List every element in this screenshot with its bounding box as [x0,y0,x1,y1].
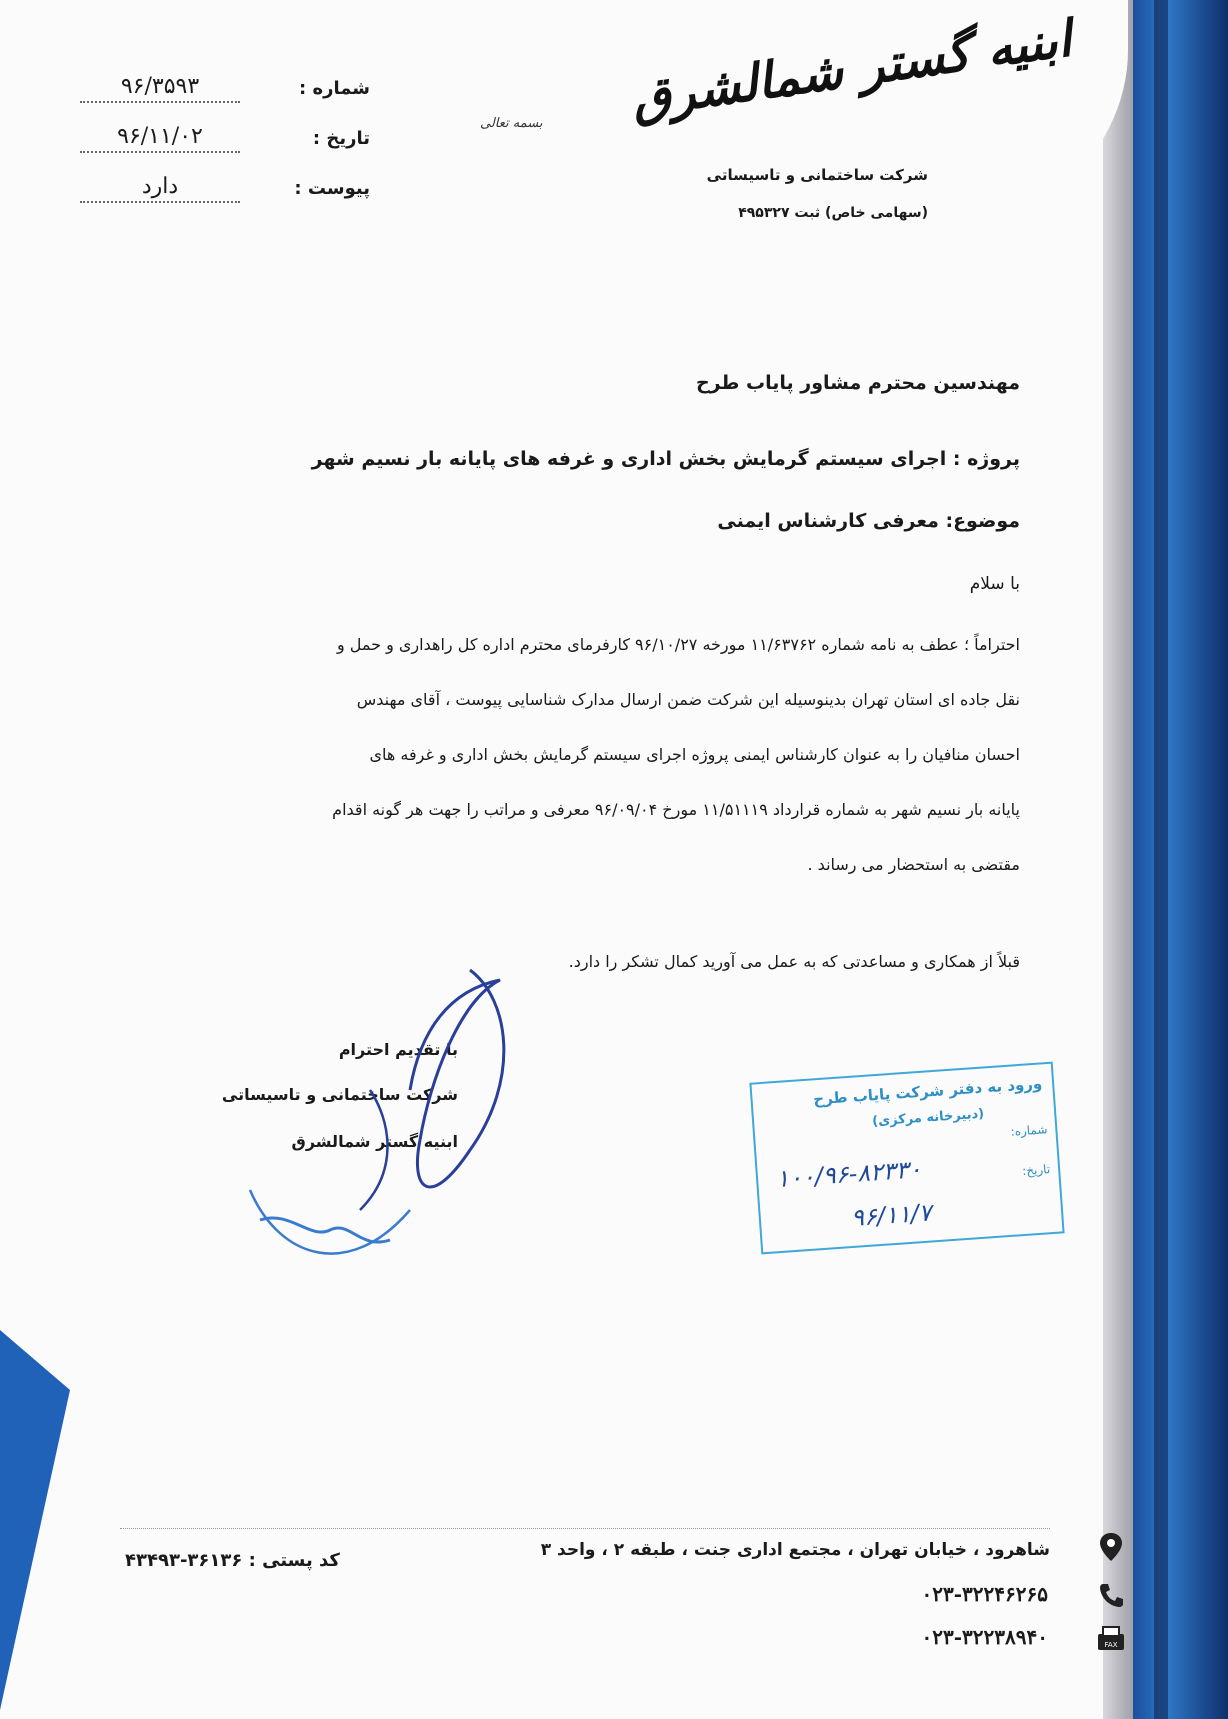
fax-icon [1094,1622,1128,1656]
stamp-date-value: ۹۶/۱۱/۷ [850,1198,933,1233]
greeting: با سلام [969,574,1020,594]
meta-number-row [80,70,370,120]
subject-line: موضوع: معرفی کارشناس ایمنی [717,510,1020,532]
body-line: نقل جاده ای استان تهران بدینوسیله این شرکت ضمن ارسال مدارک شناسایی پیوست ، آقای مهندس [356,690,1020,709]
company-registration: (سهامی خاص) ثبت ۴۹۵۳۲۷ [738,205,928,221]
location-pin-icon [1094,1530,1128,1564]
body-line: احسان منافیان را به عنوان کارشناس ایمنی پروژه اجرای سیستم گرمایش بخش اداری و غرفه های [369,745,1020,764]
stamp-title: ورود به دفتر شرکت پایاب طرح [812,1074,1043,1109]
footer-fax: ۰۲۳-۳۲۲۳۸۹۴۰ [921,1625,1048,1649]
company-name: شرکت ساختمانی و تاسیساتی [706,166,928,184]
decorative-grey-band [1103,0,1133,1719]
decorative-navy-stripe [1154,0,1168,1719]
number-value: ۹۶/۳۵۹۳ [80,74,240,103]
letter-meta [80,70,370,220]
number-label: شماره : [299,78,370,99]
attachment-label: پیوست : [294,178,370,199]
footer-phone: ۰۲۳-۳۲۲۴۶۲۶۵ [921,1582,1048,1606]
stamp-number-value: ۱۰۰/۹۶-۸۲۳۳۰ [775,1155,923,1194]
company-logo: ابنیه گستر شمالشرق [628,9,1075,129]
body-paragraph [120,630,1020,905]
meta-attachment-row [80,170,370,220]
attachment-value: دارد [80,174,240,203]
postal-label: کد پستی : [248,1550,340,1571]
footer-divider [120,1528,1050,1529]
signature-and-seal [220,960,540,1320]
decorative-blue-band [1133,0,1228,1719]
body-line: احتراماً ؛ عطف به نامه شماره ۱۱/۶۳۷۶۲ مورخه ۹۶/۱۰/۲۷ کارفرمای محترم اداره کل راهداری و حمل و [336,635,1020,654]
signature-stroke [360,1090,388,1210]
stamp-number-label: شماره: [1010,1122,1048,1139]
seal-script [250,1190,410,1254]
date-value: ۹۶/۱۱/۰۲ [80,124,240,153]
addressee: مهندسین محترم مشاور پایاب طرح [695,372,1020,394]
date-label: تاریخ : [312,128,370,149]
footer-postal-code [125,1550,340,1571]
fax-icon-label: FAX [1104,1641,1118,1649]
decorative-blue-wedge [0,1330,70,1710]
handwritten-signature [410,970,504,1187]
body-line: مقتضی به استحضار می رساند . [807,855,1020,874]
phone-icon [1094,1578,1128,1612]
seal-script-inner [260,1218,390,1242]
received-stamp [749,1062,1064,1255]
footer-address: شاهرود ، خیابان تهران ، مجتمع اداری جنت ، طبقه ۲ ، واحد ۳ [540,1540,1050,1560]
signoff-company-type: شرکت ساختمانی و تاسیساتی [221,1085,458,1104]
signoff-regards: با تقدیم احترام [338,1040,458,1059]
stamp-subtitle: (دبیرخانه مرکزی) [871,1106,985,1130]
bismillah-heading: بسمه تعالی [480,116,543,131]
signoff-company-name: ابنیه گستر شمالشرق [291,1132,458,1151]
project-line: پروژه : اجرای سیستم گرمایش بخش اداری و غرفه های پایانه بار نسیم شهر [311,448,1020,470]
postal-value: ۳۶۱۳۶-۴۳۴۹۳ [125,1550,243,1571]
meta-date-row [80,120,370,170]
stamp-date-label: تاریخ: [1021,1162,1051,1178]
thanks-line: قبلاً از همکاری و مساعدتی که به عمل می آورید کمال تشکر را دارد. [568,952,1020,971]
body-line: پایانه بار نسیم شهر به شماره قرارداد ۱۱/۵۱۱۱۹ مورخ ۹۶/۰۹/۰۴ معرفی و مراتب را جهت هر گونه اقدام [332,800,1020,819]
